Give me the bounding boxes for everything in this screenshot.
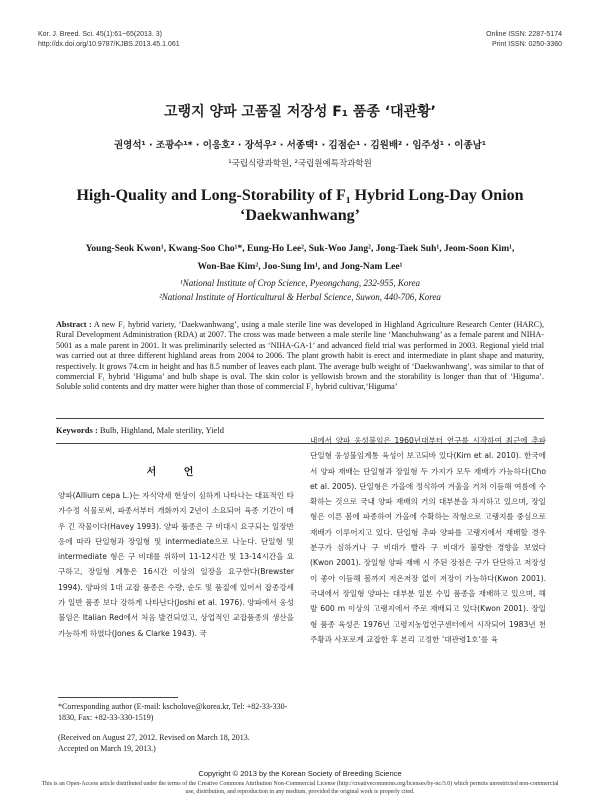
journal-header-right: [486, 30, 562, 50]
abstract: [56, 320, 544, 393]
online-issn: Online ISSN: 2287-5174: [486, 31, 562, 38]
english-authors: [40, 240, 560, 276]
keywords-text: Bulb, Highland, Male sterility, Yield: [99, 425, 224, 435]
license-text: This is an Open-Access article distributed under the terms of the Creative Commons Attribution Non-Commercial License (http://creativecommons.org/licenses/by-nc/3.0) which permits unrestricted non-commercial use, distribution, and reproduction in any medium, provided the original work is properly cited.: [41, 781, 559, 795]
received-dates-line-2: Accepted on March 19, 2013.): [58, 744, 156, 753]
print-issn: Print ISSN: 0250-3360: [491, 41, 562, 48]
english-affiliation-1: ¹National Institute of Crop Science, Pyeongchang, 232-955, Korea: [180, 278, 420, 288]
body-left-column: 양파(Allium cepa L.)는 자식약세 현상이 심하게 나타나는 대표적인 타가수정 식물로써, 파종서부터 개화까지 2년이 소요되어 육종 기간이 매우 긴 작물이다(Havey 1993). 양파 품종은 구 비대시 요구되는 일장반응에 따라 단일형과 장일형 및 intermediate으로 나눈다. 단일형 및 intermediate 형은 구 비대를 위하여 11-12시간 및 13-14시간을 요구하고, 장일형 계통은 16시간 이상의 일장을 요구한다(Brewster 1994). 양파의 1대 교잡 품종은 수량, 순도 및 품질에 있어서 잡종강세가 일반 품종 보다 강하게 나타난다(Joshi et al. 1976). 양파에서 웅성불임은 Italian Red에서 처음 발견되었고, 상업적인 교잡품종의 생산을 가능하게 하였다(Jones & Clarke 1943). 국: [58, 491, 294, 638]
keywords-label: Keywords :: [56, 425, 98, 435]
english-title: [60, 186, 540, 226]
corresponding-author-note: *Corresponding author (E-mail: kscholove@korea.kr, Tel: +82-33-330-1830, Fax: +82-33-330-1519): [58, 702, 288, 722]
korean-title: 고랭지 양파 고품질 저장성 F₁ 품종 ‘대관황’: [164, 104, 436, 120]
korean-affiliations: ¹국립식량과학원, ²국립원예특작과학원: [228, 159, 372, 169]
english-authors-line-2: Won-Bae Kim², Joo-Sung Im¹, and Jong-Nam Lee¹: [197, 262, 403, 272]
received-dates-line-1: (Received on August 27, 2012. Revised on March 18, 2013.: [58, 733, 250, 742]
english-affiliations: [40, 276, 560, 304]
doi-link[interactable]: http://dx.doi.org/10.9787/KJBS.2013.45.1.061: [38, 41, 180, 48]
body-right-column: 내에서 양파 웅성불임은 1960년대부터 연구를 시작하여 최근에 추파 단일형 웅성불임계통 육성이 보고되바 있다(Kim et al. 2010). 한국에서 양파 재배는 단일형과 장일형 두 가지가 모두 재배가 가능하다(Cho et al. 2005). 단일형은 가을에 정식하여 겨울을 거쳐 이듬해 여름에 수확하는 것으로 국내 양파 재배의 거의 대부분을 차지하고 있으며, 장일형은 이른 봄에 파종하여 가을에 수확하는 작형으로 고랭지를 중심으로 재배가 이루어지고 있다. 단일형 추파 양파를 고랭지에서 재배할 경우 분구가 심하거나 구 비대가 빨라 구 비대가 불량한 경향을 보였다(Kwon 2001). 장일형 양파 재배 시 주된 장점은 구가 단단하고 저장성이 좋아 이듬해 봄까지 저온저장 없이 저장이 가능하다(Kwon 2001). 국내에서 장일형 양파는 대부분 일본 수입 품종을 재배하고 있으며, 해발 600 m 이상의 고랭지에서 주로 재배되고 있다(Kwon 2001). 장일형 품종 육성은 1976년 고령지농업연구센터에서 시작되어 1983년 천주황과 사포로계 교잡한 후 본리 고정한 ‘대관령1호’를 육: [310, 436, 546, 644]
footnote-divider: [58, 697, 178, 698]
copyright-notice: Copyright © 2013 by the Korean Society of Breeding Science: [198, 769, 402, 778]
journal-citation: Kor. J. Breed. Sci. 45(1):61~65(2013. 3): [38, 31, 162, 38]
section-heading-introduction: 서 언: [146, 467, 206, 478]
abstract-label: Abstract :: [56, 320, 92, 329]
english-title-line-1: High-Quality and Long-Storability of F₁ Hybrid Long-Day Onion: [76, 187, 524, 204]
journal-header-left: [38, 30, 180, 50]
english-authors-line-1: Young-Seok Kwon¹, Kwang-Soo Cho¹*, Eung-Ho Lee², Suk-Woo Jang², Jong-Taek Suh¹, Jeom-Soon Kim¹,: [85, 244, 515, 254]
abstract-divider: [56, 418, 544, 419]
english-title-line-2: ‘Daekwanhwang’: [239, 207, 360, 224]
abstract-text: A new F₁ hybrid variety, ‘Daekwanhwang’, using a male sterile line was developed in Highland Agriculture Research Center (HARC), Rural Development Administration (RDA) at 2007. The cross was made between a male sterile line ‘Manchuhwang’ as a female parent and NIHA-5001 as a male parent in 2001. It was preliminarily selected as ‘NIHA-GA-1’ and advanced field trial was performed in 2003. Regional yield trial was carried out at three different highland areas from 2004 to 2006. The plant growth habit is erect and intermediate in plant shape and maturity, respectively. It grows 74.cm in height and has 8.5 number of leaves each plant. The average bulb weight of ‘Daekwanhwang’, was similar to that of commercial F₁ hybrid ‘Higuma’ and bulb shape is oval. The skin color is yellowish brown and the storability is longer than that of ‘Higuma’. Soluble solid contents and dry matter were higher than those of commercial F₁ hybrid cultivar,‘Higuma’: [56, 320, 544, 392]
received-dates: [58, 732, 298, 754]
english-affiliation-2: ²National Institute of Horticultural & Herbal Science, Suwon, 440-706, Korea: [159, 292, 441, 302]
korean-authors: 권영석¹ · 조광수¹* · 이응호² · 장석우² · 서종택¹ · 김점순¹ · 김원배² · 임주성¹ · 이종남¹: [114, 140, 486, 151]
